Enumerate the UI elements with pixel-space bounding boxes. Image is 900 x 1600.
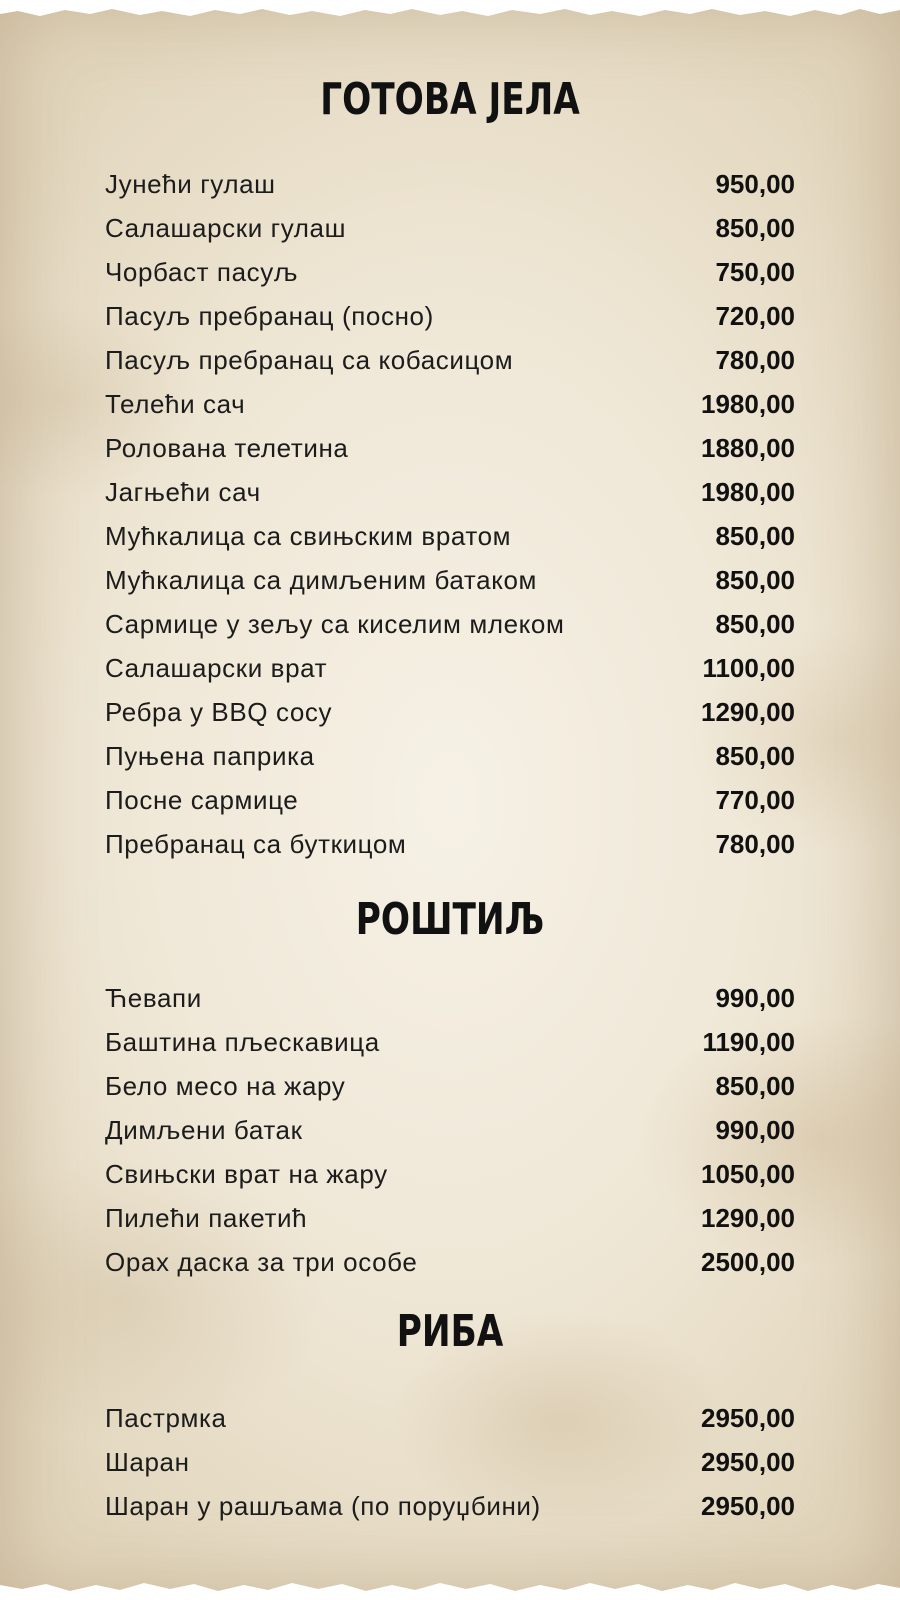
menu-item <box>105 558 795 602</box>
item-name: Димљени батак <box>105 1114 303 1145</box>
item-name: Пасуљ пребранац (посно) <box>105 300 434 331</box>
item-price: 850,00 <box>715 608 795 639</box>
item-name: Свињски врат на жару <box>105 1158 388 1189</box>
item-name: Бело месо на жару <box>105 1070 346 1101</box>
menu-item <box>105 1064 795 1108</box>
menu-item <box>105 1484 795 1528</box>
item-price: 1190,00 <box>702 1026 795 1057</box>
item-price: 850,00 <box>715 520 795 551</box>
item-name: Мућкалица са свињским вратом <box>105 520 512 551</box>
item-price: 850,00 <box>715 212 795 243</box>
item-price: 1980,00 <box>701 388 795 419</box>
menu-item <box>105 1396 795 1440</box>
item-name: Ребра у BBQ сосу <box>105 696 333 727</box>
item-name: Посне сармице <box>105 784 299 815</box>
torn-edge-bottom <box>0 1578 900 1600</box>
item-price: 2500,00 <box>701 1246 795 1277</box>
item-name: Шаран <box>105 1446 190 1477</box>
item-price: 750,00 <box>715 256 795 287</box>
item-price: 2950,00 <box>701 1446 795 1477</box>
item-name: Ролована телетина <box>105 432 349 463</box>
menu-item <box>105 734 795 778</box>
grill-list <box>105 976 795 1284</box>
item-price: 1100,00 <box>702 652 795 683</box>
item-name: Јунећи гулаш <box>105 168 276 199</box>
item-name: Пребранац са буткицом <box>105 828 407 859</box>
menu-item <box>105 250 795 294</box>
menu-item <box>105 976 795 1020</box>
torn-edge-top <box>0 0 900 22</box>
menu-item <box>105 602 795 646</box>
menu-item <box>105 1240 795 1284</box>
menu-item <box>105 470 795 514</box>
item-price: 1290,00 <box>701 696 795 727</box>
item-price: 720,00 <box>715 300 795 331</box>
item-name: Салашарски врат <box>105 652 328 683</box>
item-price: 1880,00 <box>701 432 795 463</box>
section-title-ready-meals: ГОТОВА ЈЕЛА <box>320 74 580 125</box>
item-price: 990,00 <box>715 1114 795 1145</box>
item-name: Пуњена паприка <box>105 740 315 771</box>
item-name: Пастрмка <box>105 1402 227 1433</box>
item-price: 2950,00 <box>701 1402 795 1433</box>
menu-item <box>105 338 795 382</box>
section-title-grill: РОШТИЉ <box>355 894 545 945</box>
item-price: 990,00 <box>715 982 795 1013</box>
item-price: 1050,00 <box>701 1158 795 1189</box>
item-price: 1980,00 <box>701 476 795 507</box>
menu-item <box>105 690 795 734</box>
item-price: 770,00 <box>715 784 795 815</box>
menu-item <box>105 1440 795 1484</box>
item-name: Салашарски гулаш <box>105 212 347 243</box>
menu-item <box>105 1196 795 1240</box>
ready-meals-list <box>105 162 795 866</box>
item-price: 780,00 <box>715 344 795 375</box>
item-name: Јагњећи сач <box>105 476 261 507</box>
menu-item <box>105 294 795 338</box>
item-name: Сармице у зељу са киселим млеком <box>105 608 565 639</box>
item-price: 950,00 <box>715 168 795 199</box>
item-name: Баштина пљескавица <box>105 1026 380 1057</box>
menu-item <box>105 1020 795 1064</box>
menu-item <box>105 514 795 558</box>
menu-item <box>105 426 795 470</box>
item-price: 2950,00 <box>701 1490 795 1521</box>
menu-item <box>105 382 795 426</box>
item-name: Ћевапи <box>105 982 202 1013</box>
item-price: 850,00 <box>715 1070 795 1101</box>
menu-item <box>105 822 795 866</box>
item-name: Пилећи пакетић <box>105 1202 308 1233</box>
item-price: 850,00 <box>715 740 795 771</box>
menu-item <box>105 778 795 822</box>
menu-item <box>105 646 795 690</box>
menu-item <box>105 1152 795 1196</box>
item-name: Шаран у рашљама (по поруџбини) <box>105 1490 541 1521</box>
item-price: 1290,00 <box>701 1202 795 1233</box>
item-name: Орах даска за три особе <box>105 1246 418 1277</box>
menu-item <box>105 206 795 250</box>
item-name: Телећи сач <box>105 388 246 419</box>
menu-item <box>105 162 795 206</box>
item-name: Пасуљ пребранац са кобасицом <box>105 344 514 375</box>
item-price: 850,00 <box>715 564 795 595</box>
item-name: Мућкалица са димљеним батаком <box>105 564 538 595</box>
section-title-fish: РИБА <box>396 1306 504 1357</box>
item-name: Чорбаст пасуљ <box>105 256 299 287</box>
fish-list <box>105 1396 795 1528</box>
menu-item <box>105 1108 795 1152</box>
item-price: 780,00 <box>715 828 795 859</box>
